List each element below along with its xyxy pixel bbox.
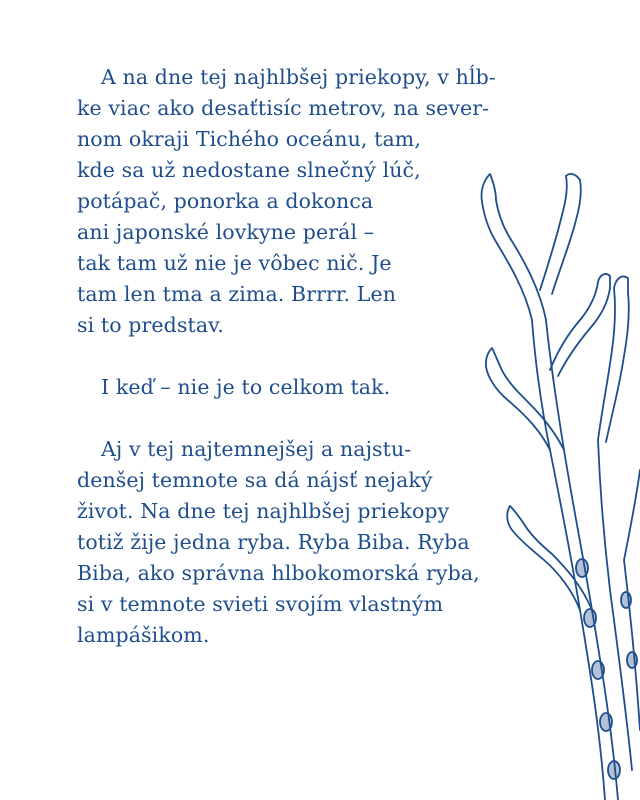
text-line: tam len tma a zima. Brrrr. Len (77, 282, 397, 306)
text-line: A na dne tej najhlbšej priekopy, v hĺb- (101, 65, 496, 89)
pod (584, 609, 596, 627)
seaweed-coral-illustration-icon (440, 170, 640, 800)
branch (598, 274, 610, 288)
pod (627, 652, 637, 668)
stalk (624, 560, 640, 730)
pod (621, 592, 631, 608)
pod (592, 661, 604, 679)
text-line: ke viac ako desaťtisíc metrov, na sever- (77, 96, 490, 120)
branch (507, 506, 524, 530)
text-line: si v temnote svieti svojím vlastným (77, 592, 444, 616)
text-line: I keď – nie je to celkom tak. (101, 375, 391, 399)
branch (624, 470, 640, 560)
branch (550, 282, 598, 370)
branch (488, 374, 550, 450)
text-line: denšej temnote sa dá nájsť nejaký (77, 468, 433, 492)
branch (481, 174, 496, 202)
text-line: lampášikom. (77, 623, 210, 647)
pod (608, 761, 620, 779)
text-line: kde sa už nedostane slnečný lúč, (77, 158, 421, 182)
branch (540, 176, 567, 290)
text-line: si to predstav. (77, 313, 225, 337)
branch (614, 276, 628, 292)
branch (558, 288, 610, 376)
text-line: život. Na dne tej najhlbšej priekopy (77, 499, 450, 523)
branch (482, 202, 532, 320)
text-line: potápač, ponorka a dokonca (77, 189, 374, 213)
text-line: tak tam už nie je vôbec nič. Je (77, 251, 392, 275)
text-line: totiž žije jedna ryba. Ryba Biba. Ryba (77, 530, 470, 554)
text-line: nom okraji Tichého oceánu, tam, (77, 127, 421, 151)
branch (496, 200, 546, 320)
text-line: Aj v tej najtemnejšej a najstu- (101, 437, 412, 461)
pod (576, 559, 588, 577)
branch (486, 348, 500, 374)
branch (512, 530, 580, 610)
branch (500, 366, 564, 450)
text-line: Biba, ako správna hlbokomorská ryba, (77, 561, 480, 585)
branch (566, 174, 580, 180)
text-line: ani japonské lovkyne perál – (77, 220, 375, 244)
pod (600, 713, 612, 731)
